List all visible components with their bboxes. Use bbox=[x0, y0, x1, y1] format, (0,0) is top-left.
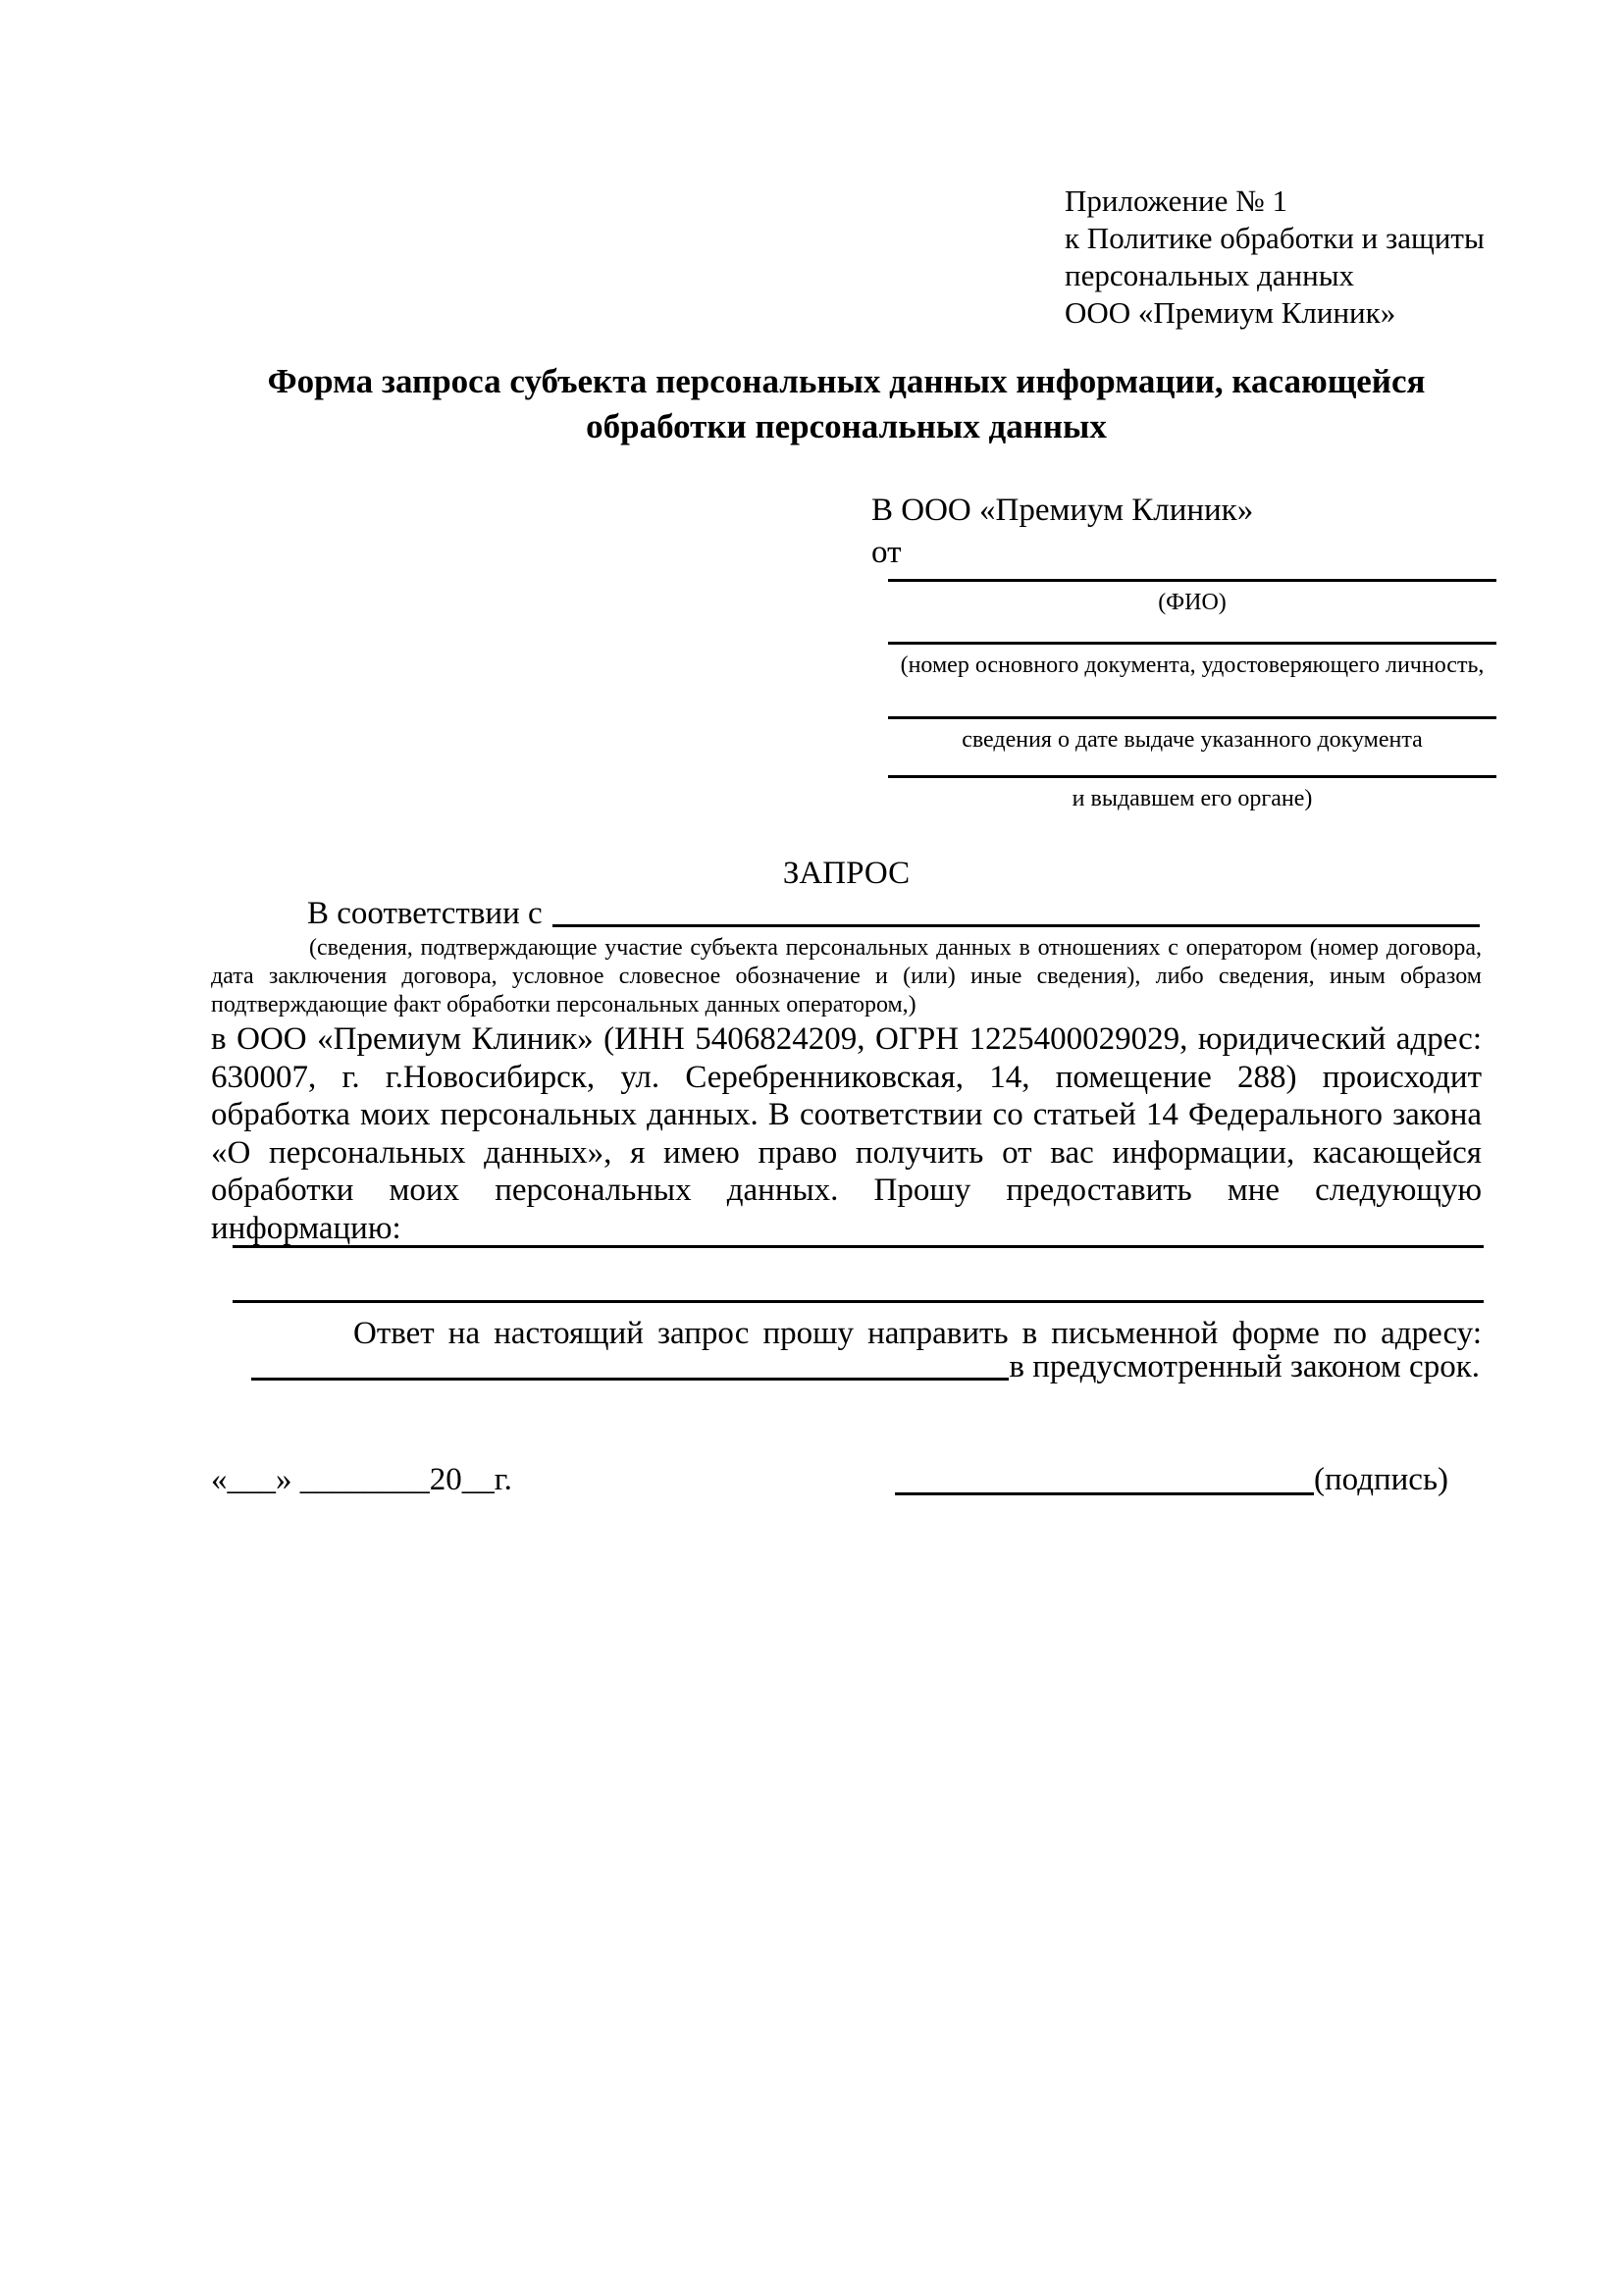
appendix-header-line: персональных данных bbox=[1065, 258, 1355, 292]
signature-caption: (подпись) bbox=[1314, 1462, 1448, 1497]
issue-date-fill-line bbox=[888, 716, 1496, 719]
signature-fill-line bbox=[895, 1461, 1314, 1495]
document-number-caption: (номер основного документа, удостоверяющего личность, bbox=[900, 652, 1485, 678]
appendix-header bbox=[1065, 183, 1485, 332]
appendix-header-line: к Политике обработки и защиты bbox=[1065, 221, 1485, 255]
request-heading: ЗАПРОС bbox=[782, 856, 911, 891]
form-title: Форма запроса субъекта персональных данных информации, касающейся обработки персональных данных bbox=[267, 362, 1426, 445]
fine-print-note: (сведения, подтверждающие участие субъекта персональных данных в отношениях с оператором (номер договора, дата заключения договора, условное словесное обозначение и (или) иные сведения), либо сведения, иным образом подтверждающие факт обработки персональных данных оператором,) bbox=[211, 935, 1482, 1018]
appendix-header-line: Приложение № 1 bbox=[1065, 183, 1287, 218]
from-label: от bbox=[871, 535, 902, 570]
reply-address-row bbox=[251, 1348, 1480, 1385]
date-template: «___» ________20__г. bbox=[211, 1462, 512, 1497]
reply-sentence: Ответ на настоящий запрос прошу направить в письменной форме по адресу: bbox=[353, 1316, 1482, 1351]
issuing-authority-caption: и выдавшем его органе) bbox=[1072, 786, 1313, 811]
reply-tail-text: в предусмотренный законом срок. bbox=[1009, 1349, 1480, 1384]
answer-fill-line bbox=[233, 1300, 1484, 1303]
issuing-authority-fill-line bbox=[888, 775, 1496, 778]
fio-caption: (ФИО) bbox=[1158, 590, 1227, 615]
answer-fill-line bbox=[233, 1245, 1484, 1248]
accordance-fill-line bbox=[552, 895, 1480, 927]
addressee-organization: В ООО «Премиум Клиник» bbox=[871, 493, 1254, 528]
request-body-paragraph: в ООО «Премиум Клиник» (ИНН 5406824209, ОГРН 1225400029029, юридический адрес: 630007, г. г.Новосибирск, ул. Серебренниковская, 14, помещение 288) происходит обработка моих персональных данных. В соответствии со статьей 14 Федерального закона «О персональных данных», я имею право получить от вас информации, касающейся обработки моих персональных данных. Прошу предоставить мне следующую информацию: bbox=[211, 1021, 1482, 1246]
document-number-fill-line bbox=[888, 642, 1496, 645]
appendix-header-line: ООО «Премиум Клиник» bbox=[1065, 295, 1396, 330]
accordance-label: В соответствии с bbox=[307, 896, 543, 931]
accordance-row bbox=[211, 895, 1480, 932]
reply-address-fill-line bbox=[251, 1348, 1009, 1381]
issue-date-caption: сведения о дате выдаче указанного документа bbox=[962, 727, 1423, 753]
fio-fill-line bbox=[888, 579, 1496, 582]
